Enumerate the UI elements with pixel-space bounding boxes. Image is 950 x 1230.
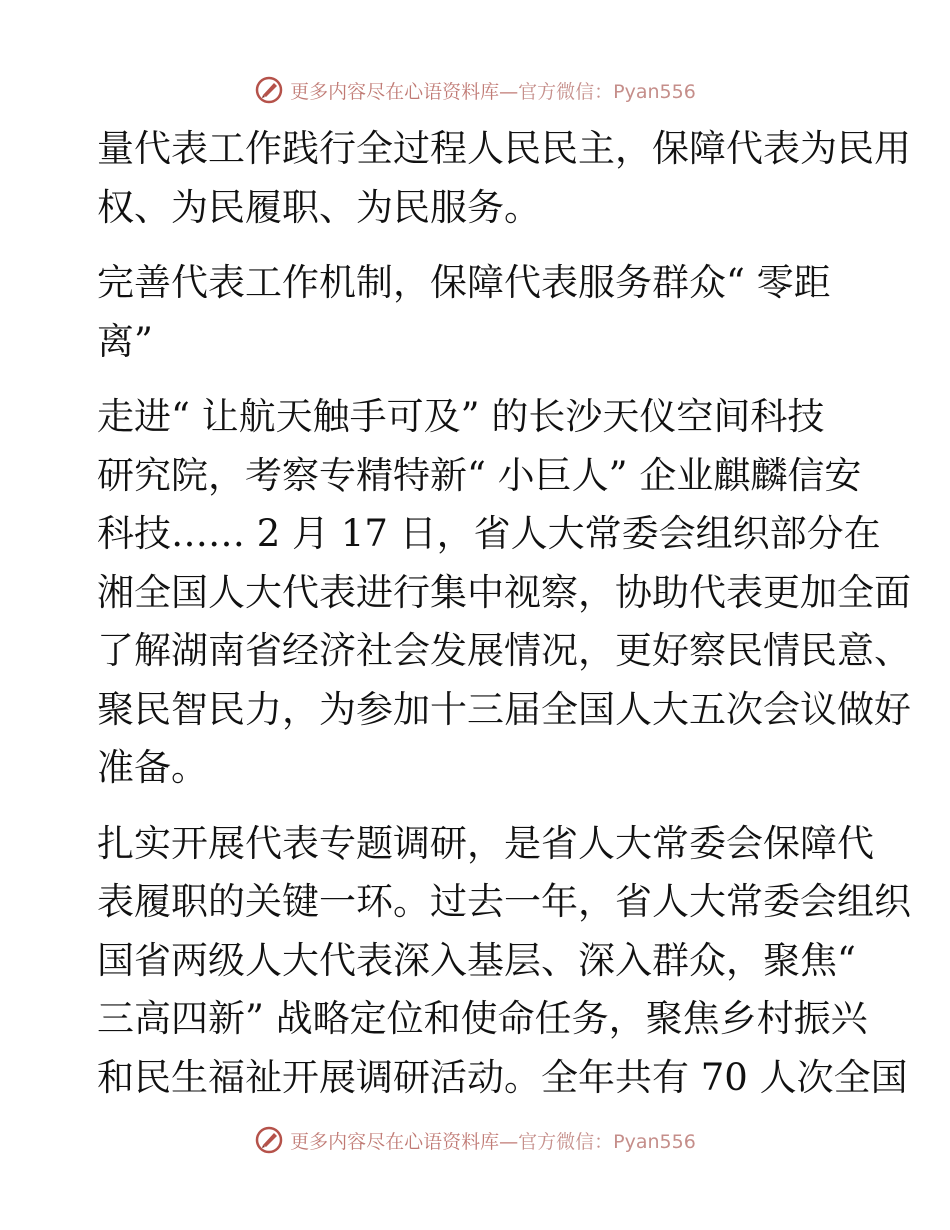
- text-line: 国省两级人大代表深入基层、深入群众，聚焦“: [97, 938, 856, 982]
- text-line: 和民生福祉开展调研活动。全年共有 70 人次全国: [97, 1055, 908, 1099]
- paragraph: [97, 815, 911, 1108]
- text-line: 权、为民履职、为民服务。: [97, 185, 541, 229]
- section-heading: [97, 254, 857, 371]
- brand-logo-icon: [254, 75, 284, 105]
- text-line: 湘全国人大代表进行集中视察，协助代表更加全面: [97, 570, 911, 614]
- text-line: 完善代表工作机制，保障代表服务群众“ 零距: [97, 261, 831, 304]
- text-line: 三高四新” 战略定位和使命任务，聚焦乡村振兴: [97, 997, 868, 1040]
- document-body: [97, 120, 911, 1107]
- header-watermark: [0, 70, 950, 110]
- footer-watermark: [0, 1120, 950, 1160]
- watermark-text: 更多内容尽在心语资料库—官方微信：Pyan556: [290, 80, 696, 103]
- text-line: 表履职的关键一环。过去一年，省人大常委会组织: [97, 880, 911, 923]
- paragraph: [97, 120, 911, 237]
- text-line: 科技…… 2 月 17 日，省人大常委会组织部分在: [97, 512, 881, 555]
- paragraph: [97, 388, 911, 798]
- text-line: 量代表工作践行全过程人民民主，保障代表为民用: [97, 127, 911, 170]
- text-line: 离”: [97, 319, 153, 363]
- text-line: 研究院，考察专精特新“ 小巨人” 企业麒麟信安: [97, 453, 862, 497]
- text-line: 扎实开展代表专题调研，是省人大常委会保障代: [97, 821, 874, 865]
- brand-logo-icon: [254, 1125, 284, 1155]
- watermark-text: 更多内容尽在心语资料库—官方微信：Pyan556: [290, 1130, 696, 1153]
- text-line: 聚民智民力，为参加十三届全国人大五次会议做好: [97, 687, 911, 731]
- text-line: 走进“ 让航天触手可及” 的长沙天仪空间科技: [97, 395, 825, 438]
- text-line: 准备。: [97, 746, 208, 789]
- text-line: 了解湖南省经济社会发展情况，更好察民情民意、: [97, 629, 911, 672]
